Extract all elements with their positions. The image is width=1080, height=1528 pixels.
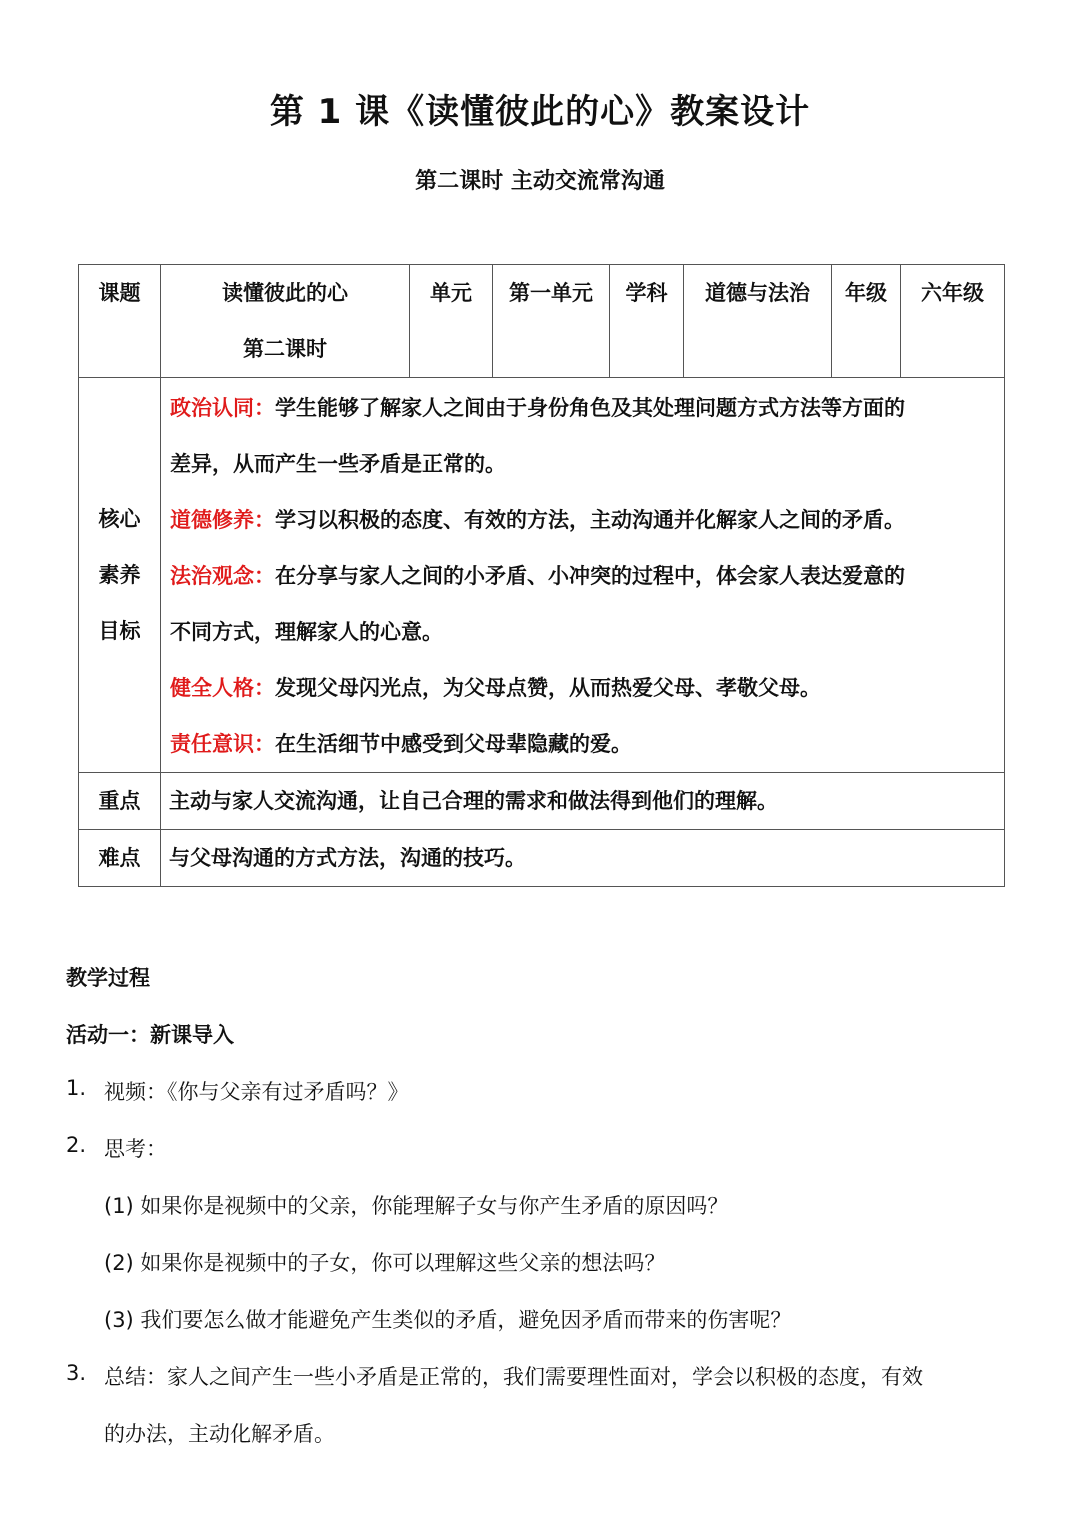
table-row: [79, 830, 1005, 887]
goal-item: [170, 660, 996, 716]
goal-key: 道德修养：: [170, 508, 275, 532]
goal-text: 学生能够了解家人之间由于身份角色及其处理问题方式方法等方面的: [275, 396, 905, 420]
subject-label: 学科: [610, 265, 684, 378]
goals-label-line: 核心: [98, 507, 141, 531]
table-row: [79, 378, 1005, 773]
question-item: (1) 如果你是视频中的父亲，你能理解子女与你产生矛盾的原因吗？: [104, 1194, 729, 1218]
difficulty-value: 与父母沟通的方式方法，沟通的技巧。: [161, 830, 1005, 887]
step-text: 视频：《你与父亲有过矛盾吗？》: [104, 1080, 409, 1104]
goal-text-cont: 不同方式，理解家人的心意。: [170, 620, 443, 644]
document-subtitle: 第二课时 主动交流常沟通: [415, 169, 665, 194]
document-title: 第 1 课《读懂彼此的心》教案设计: [269, 92, 811, 132]
grade-label: 年级: [832, 265, 901, 378]
goals-label-line: 目标: [98, 619, 141, 643]
goals-label-line: 素养: [98, 563, 141, 587]
difficulty-label: 难点: [79, 830, 161, 887]
goal-text-cont: 差异，从而产生一些矛盾是正常的。: [170, 452, 506, 476]
goal-text: 发现父母闪光点，为父母点赞，从而热爱父母、孝敬父母。: [275, 676, 821, 700]
step-text-cont: 的办法，主动化解矛盾。: [104, 1422, 335, 1446]
goal-key: 法治观念：: [170, 564, 275, 588]
goal-key: 健全人格：: [170, 676, 275, 700]
step-number: 3.: [66, 1361, 87, 1385]
question-item: (2) 如果你是视频中的子女，你可以理解这些父亲的想法吗？: [104, 1251, 666, 1275]
key-point-value: 主动与家人交流沟通，让自己合理的需求和做法得到他们的理解。: [161, 773, 1005, 830]
table-row: [79, 773, 1005, 830]
step-number: 2.: [66, 1133, 87, 1157]
goal-text: 学习以积极的态度、有效的方法，主动沟通并化解家人之间的矛盾。: [275, 508, 905, 532]
activity-heading: 活动一：新课导入: [66, 1023, 234, 1047]
goal-key: 责任意识：: [170, 732, 275, 756]
step-text: 总结：家人之间产生一些小矛盾是正常的，我们需要理性面对，学会以积极的态度，有效: [104, 1365, 923, 1389]
goal-item: [170, 380, 996, 436]
goals-content: [161, 378, 1005, 773]
lesson-info-table: [78, 264, 1005, 887]
goal-item: [170, 548, 996, 604]
table-row: [79, 265, 1005, 378]
goal-item: [170, 716, 996, 772]
goals-label: [79, 378, 161, 773]
key-point-label: 重点: [79, 773, 161, 830]
unit-value: 第一单元: [493, 265, 610, 378]
topic-value: [161, 265, 410, 378]
goal-text: 在生活细节中感受到父母辈隐藏的爱。: [275, 732, 632, 756]
topic-value-line2: 第二课时: [243, 337, 327, 361]
grade-value: 六年级: [901, 265, 1005, 378]
goal-key: 政治认同：: [170, 396, 275, 420]
question-item: (3) 我们要怎么做才能避免产生类似的矛盾，避免因矛盾而带来的伤害呢？: [104, 1308, 792, 1332]
process-heading: 教学过程: [66, 966, 150, 990]
subject-value: 道德与法治: [684, 265, 832, 378]
goal-text: 在分享与家人之间的小矛盾、小冲突的过程中，体会家人表达爱意的: [275, 564, 905, 588]
topic-value-line1: 读懂彼此的心: [222, 281, 348, 305]
topic-label: 课题: [79, 265, 161, 378]
step-text: 思考：: [104, 1137, 167, 1161]
goal-item: [170, 492, 996, 548]
unit-label: 单元: [410, 265, 493, 378]
step-number: 1.: [66, 1076, 87, 1100]
